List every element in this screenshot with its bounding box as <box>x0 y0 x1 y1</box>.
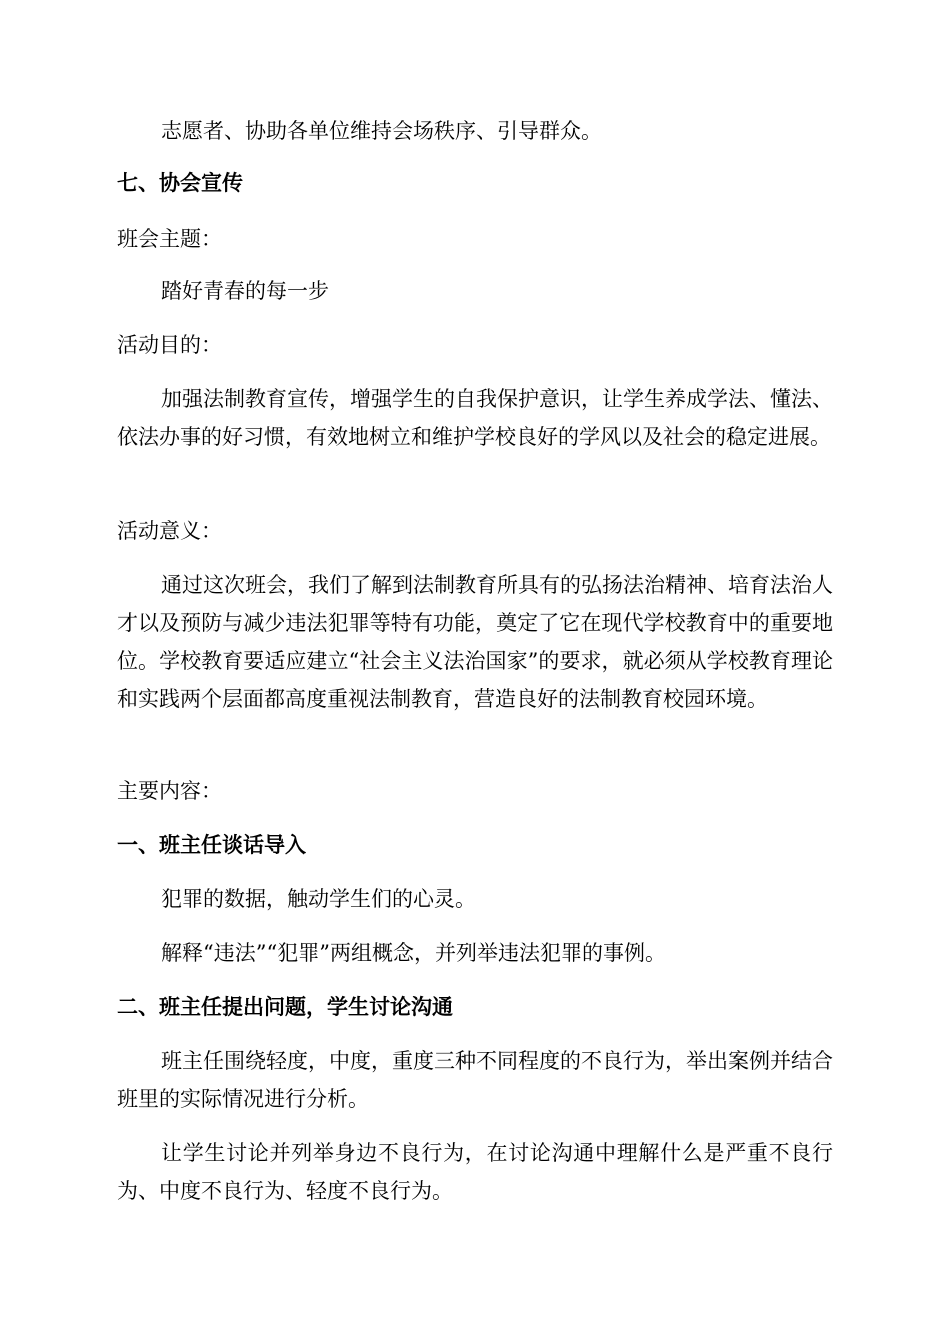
heading-association-publicity: 七、协会宣传 <box>117 171 243 195</box>
paragraph-activity-significance: 通过这次班会，我们了解到法制教育所具有的弘扬法治精神、培育法治人才以及预防与减少违法犯罪等特有功能，奠定了它在现代学校教育中的重要地位。学校教育要适应建立“社会主义法治国家”的要求，就必须从学校教育理论和实践两个层面都高度重视法制教育，营造良好的法制教育校园环境。 <box>117 573 833 711</box>
paragraph-class-theme: 踏好青春的每一步 <box>161 279 329 303</box>
paragraph-crime-data: 犯罪的数据，触动学生们的心灵。 <box>161 887 476 911</box>
paragraph-discussion: 让学生讨论并列举身边不良行为，在讨论沟通中理解什么是严重不良行为、中度不良行为、轻度不良行为。 <box>117 1141 833 1203</box>
heading-teacher-questions: 二、班主任提出问题，学生讨论沟通 <box>117 995 453 1019</box>
label-class-theme: 班会主题： <box>117 227 222 251</box>
heading-teacher-introduction: 一、班主任谈话导入 <box>117 833 306 857</box>
paragraph-analysis: 班主任围绕轻度，中度，重度三种不同程度的不良行为，举出案例并结合班里的实际情况进行分析。 <box>117 1049 833 1111</box>
label-main-content: 主要内容： <box>117 779 222 803</box>
paragraph-explain-concepts: 解释“违法”“犯罪”两组概念，并列举违法犯罪的事例。 <box>161 941 666 965</box>
label-activity-significance: 活动意义： <box>117 519 222 543</box>
paragraph-activity-purpose: 加强法制教育宣传，增强学生的自我保护意识，让学生养成学法、懂法、依法办事的好习惯，有效地树立和维护学校良好的学风以及社会的稳定进展。 <box>117 387 833 449</box>
label-activity-purpose: 活动目的： <box>117 333 222 357</box>
paragraph-volunteers: 志愿者、协助各单位维持会场秩序、引导群众。 <box>161 119 602 143</box>
